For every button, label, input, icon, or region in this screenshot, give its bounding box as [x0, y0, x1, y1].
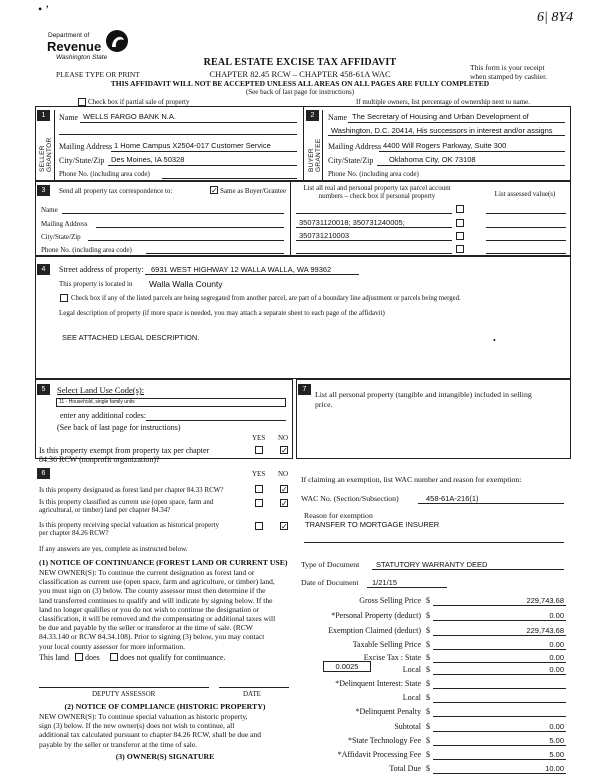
notice1-line: land no longer qualifies or you do not wish to continue the designation or — [39, 604, 260, 614]
forest-yes-checkbox[interactable] — [255, 485, 263, 493]
date-line — [219, 687, 289, 688]
segregated-checkbox[interactable] — [60, 294, 68, 302]
tax-row-value[interactable]: 229,743.68 — [526, 596, 564, 605]
buyer-name-value-1[interactable]: The Secretary of Housing and Urban Development of — [352, 112, 529, 121]
parcel-value-1[interactable]: 350731120018; 350731240005; — [299, 218, 405, 227]
tax-row-dollar: $ — [426, 611, 430, 620]
tax-row-label: *State Technology Fee — [347, 736, 421, 745]
tax-row-value[interactable]: 0.00 — [549, 665, 564, 674]
assessed-line-3 — [486, 240, 566, 241]
notice2-line: sign (3) below. If the new owner(s) does not wish to continue, all — [39, 721, 235, 731]
land-use-no-header: NO — [278, 434, 289, 442]
tax-row-line — [433, 662, 566, 663]
seller-name-value[interactable]: WELLS FARGO BANK N.A. — [83, 112, 176, 121]
buyer-city-line — [377, 165, 565, 166]
forest-question: Is this property designated as forest land per chapter 84.33 RCW? — [39, 486, 224, 494]
buyer-mailing-line — [379, 151, 565, 152]
notice1-line: 84.33.140 or RCW 84.34.108). Prior to signing (3) below, you may contact — [39, 632, 265, 642]
doc-date-label: Date of Document — [301, 578, 359, 587]
legal-value[interactable]: SEE ATTACHED LEGAL DESCRIPTION. — [62, 333, 200, 342]
additional-codes-line — [146, 420, 286, 421]
legal-label: Legal description of property (if more space is needed, you may attach a separate sheet to each page of the affidavit) — [59, 309, 385, 317]
street-line — [145, 274, 359, 275]
tax-row-label: Excise Tax : State — [363, 653, 421, 662]
land-use-label: Select Land Use Code(s): — [57, 385, 145, 395]
parcel-2-personal-checkbox[interactable] — [456, 219, 464, 227]
parcel-line-2 — [296, 227, 452, 228]
section-3-number: 3 — [37, 185, 50, 196]
notice1-line: land transferred continues to qualify and will indicate by signing below. If the — [39, 595, 273, 605]
tax-row-label: Local — [402, 693, 421, 702]
s6-yes-header: YES — [252, 470, 266, 478]
correspondence-label: Send all property tax correspondence to: — [59, 187, 173, 195]
does-checkbox[interactable] — [75, 653, 83, 661]
current-use-question-2: agricultural, or timber) land per chapter 84.34? — [39, 506, 171, 514]
owner-signature-title: (3) OWNER(S) SIGNATURE — [115, 752, 215, 761]
tax-row-line — [433, 716, 566, 717]
parcel-line-4 — [296, 253, 452, 254]
section-5-number: 5 — [37, 384, 50, 395]
does-label: does — [85, 653, 100, 662]
exempt-question-2: 84.36 RCW (nonprofit organization)? — [39, 455, 160, 464]
tax-row-label: *Delinquent Interest: State — [335, 679, 421, 688]
reason-label: Reason for exemption — [304, 511, 373, 520]
buyer-name-value-2[interactable]: Washington, D.C. 20414, His successors in interest and/or assigns — [331, 126, 553, 135]
tax-row-line — [433, 731, 566, 732]
tax-row-value[interactable]: 229,743.68 — [526, 626, 564, 635]
dept-line2: Revenue — [47, 39, 102, 54]
notice1-line: be due and payable by the seller or transferor at the time of sale. (RCW — [39, 623, 253, 633]
s6-no-header: NO — [278, 470, 289, 478]
notice2-line: additional tax calculated pursuant to chapter 84.26 RCW, shall be due and — [39, 730, 261, 740]
seller-name-line-2 — [59, 134, 297, 135]
revenue-logo-icon — [104, 28, 130, 54]
form-warning: THIS AFFIDAVIT WILL NOT BE ACCEPTED UNLESS ALL AREAS ON ALL PAGES ARE FULLY COMPLETED — [110, 79, 490, 88]
see-back-note: (See back of last page for instructions) — [245, 88, 355, 96]
correspondence-mailing-line — [96, 227, 284, 228]
tax-row-line — [433, 688, 566, 689]
tax-row-value[interactable]: 0.00 — [549, 722, 564, 731]
tax-row-line — [433, 605, 566, 606]
tax-row-value[interactable]: 5.00 — [549, 750, 564, 759]
notice1-line: classification, it will be removed and the compensating or additional taxes will — [39, 614, 276, 624]
exempt-question-1: Is this property exempt from property tax per chapter — [39, 446, 210, 455]
does-not-label: does not qualify for continuance. — [120, 653, 226, 662]
this-land-label: This land — [39, 653, 69, 662]
parcel-1-personal-checkbox[interactable] — [456, 205, 464, 213]
seller-name-label: Name — [59, 113, 79, 122]
tax-row-dollar: $ — [426, 722, 430, 731]
partial-sale-checkbox[interactable] — [78, 98, 86, 106]
seller-side-label: SELLER GRANTOR — [39, 137, 53, 172]
tax-row-label: Local — [402, 665, 421, 674]
wac-line — [418, 503, 564, 504]
seller-city-line — [108, 165, 297, 166]
parcel-header-2: numbers – check box if personal property — [318, 192, 436, 200]
doc-type-line — [372, 569, 564, 570]
located-label: This property is located in — [59, 280, 133, 288]
buyer-phone-label: Phone No. (including area code) — [328, 170, 419, 178]
additional-codes-label: enter any additional codes: — [60, 411, 146, 420]
correspondence-divider — [290, 181, 291, 256]
current-use-no-checkbox[interactable]: ✓ — [281, 499, 288, 508]
buyer-name-line-2 — [328, 135, 565, 136]
dept-line1: Department of — [48, 32, 90, 39]
seller-mailing-label: Mailing Address — [59, 142, 113, 151]
parcel-4-personal-checkbox[interactable] — [456, 245, 464, 253]
receipt-note-2: when stamped by cashier. — [470, 72, 548, 81]
seller-phone-label: Phone No. (including area code) — [59, 170, 150, 178]
notice2-line: NEW OWNER(S): To continue special valuation as historic property, — [39, 712, 248, 721]
correspondence-phone-label: Phone No. (including area code) — [41, 246, 132, 254]
tax-row-label: Gross Selling Price — [359, 596, 421, 605]
doc-type-label: Type of Document — [301, 560, 360, 569]
correspondence-name-line — [62, 213, 284, 214]
handwritten-file-number: 6| 8Y4 — [537, 10, 574, 25]
seller-city-label: City/State/Zip — [59, 156, 105, 165]
assessed-header: List assessed value(s) — [494, 190, 556, 198]
doc-date-value[interactable]: 1/21/15 — [372, 578, 398, 587]
parcel-value-2[interactable]: 350731210003 — [299, 231, 350, 240]
tax-row-label: Exemption Claimed (deduct) — [328, 626, 421, 635]
buyer-label-divider — [322, 110, 323, 181]
date-label: DATE — [243, 690, 261, 698]
personal-property-label-2: price. — [315, 400, 333, 409]
tax-row-line — [433, 620, 566, 621]
notice2-body — [39, 712, 297, 749]
tax-row-line — [433, 635, 566, 636]
buyer-name-line — [348, 122, 565, 123]
notice2-line: payable by the seller or transferor at the time of sale. — [39, 739, 198, 749]
tax-row-label: *Personal Property (deduct) — [331, 611, 421, 620]
land-use-yes-header: YES — [252, 434, 266, 442]
tax-row-value[interactable]: 5.00 — [549, 736, 564, 745]
reason-line — [304, 542, 564, 543]
personal-property-label-1: List all personal property (tangible and intangible) included in selling — [315, 390, 532, 399]
land-use-select-value: 11 - Household, single family units — [59, 399, 135, 405]
correspondence-mailing-label: Mailing Address — [41, 220, 88, 228]
tax-row-label: Taxable Selling Price — [352, 640, 421, 649]
handwritten-mark: • ’ — [38, 2, 50, 16]
wac-value[interactable]: 458-61A-216(1) — [426, 494, 479, 503]
deputy-line — [39, 687, 209, 688]
seller-name-line — [80, 122, 297, 123]
tax-row-label: Total Due — [389, 764, 421, 773]
notice1-line: classification as current use (open space, farm and agriculture, or timber) land, — [39, 577, 275, 587]
exempt-yes-checkbox[interactable] — [255, 446, 263, 454]
parcel-line-1 — [296, 213, 452, 214]
same-as-buyer-checkbox[interactable]: ✓ — [211, 186, 218, 195]
tax-row-dollar: $ — [426, 640, 430, 649]
tax-row-dollar: $ — [426, 653, 430, 662]
assessed-line-2 — [486, 227, 566, 228]
section-6-number: 6 — [37, 468, 50, 479]
partial-sale-label: Check box if partial sale of property — [88, 98, 190, 106]
land-use-see-back: (See back of last page for instructions) — [57, 423, 181, 432]
section-4-number: 4 — [37, 264, 50, 275]
seller-mailing-value[interactable]: 1 Home Campus X2504-017 Customer Service — [114, 141, 271, 150]
tax-row-line — [433, 745, 566, 746]
street-value[interactable]: 6931 WEST HIGHWAY 12 WALLA WALLA, WA 99362 — [151, 265, 332, 274]
multiple-owners-note: If multiple owners, list percentage of ownership next to name. — [356, 98, 530, 106]
seller-phone-line — [162, 178, 297, 179]
wac-label: WAC No. (Section/Subsection) — [301, 494, 399, 503]
parcel-3-personal-checkbox[interactable] — [456, 232, 464, 240]
assessed-line-1 — [486, 213, 566, 214]
tax-row-dollar: $ — [426, 665, 430, 674]
exempt-no-checkbox[interactable]: ✓ — [281, 446, 288, 455]
exemption-label: If claiming an exemption, list WAC number and reason for exemption: — [301, 475, 522, 484]
receipt-note-1: This form is your receipt — [470, 63, 545, 72]
tax-row-value[interactable]: 0.00 — [549, 653, 564, 662]
current-use-yes-checkbox[interactable] — [255, 499, 263, 507]
tax-row-value[interactable]: 0.00 — [549, 640, 564, 649]
tax-row-value[interactable]: 10.00 — [545, 764, 564, 773]
tax-row-dollar: $ — [426, 736, 430, 745]
correspondence-name-label: Name — [41, 206, 58, 214]
seller-buyer-divider — [303, 106, 304, 181]
tax-row-dollar: $ — [426, 750, 430, 759]
dept-line3: Washington State — [56, 54, 108, 61]
stray-mark: • — [493, 336, 496, 345]
notice1-body — [39, 568, 297, 651]
tax-row-dollar: $ — [426, 679, 430, 688]
buyer-mailing-label: Mailing Address — [328, 142, 382, 151]
tax-row-label: Subtotal — [394, 722, 421, 731]
correspondence-phone-line — [146, 253, 284, 254]
section-1-number: 1 — [37, 110, 50, 121]
notice1-line: your local county assessor for more information. — [39, 641, 186, 651]
notice1-line: you must sign on (3) below. The county assessor must then determine if the — [39, 586, 266, 596]
tax-row-label: *Affidavit Processing Fee — [337, 750, 421, 759]
buyer-side-label: BUYER GRANTEE — [308, 138, 322, 172]
street-label: Street address of property: — [59, 265, 144, 274]
correspondence-city-label: City/State/Zip — [41, 233, 81, 241]
historic-no-checkbox[interactable]: ✓ — [281, 522, 288, 531]
does-not-checkbox[interactable] — [110, 653, 118, 661]
parcel-header-1: List all real and personal property tax parcel account — [303, 184, 451, 192]
section-2-number: 2 — [306, 110, 319, 121]
notice2-title: (2) NOTICE OF COMPLIANCE (HISTORIC PROPERTY) — [64, 702, 266, 711]
parcel-line-3 — [296, 240, 452, 241]
tax-row-dollar: $ — [426, 707, 430, 716]
tax-row-dollar: $ — [426, 693, 430, 702]
buyer-name-label: Name — [328, 113, 348, 122]
reason-value[interactable]: TRANSFER TO MORTGAGE INSURER — [305, 520, 440, 529]
please-type: PLEASE TYPE OR PRINT — [56, 70, 140, 79]
land-use-select[interactable] — [56, 398, 286, 407]
tax-row-dollar: $ — [426, 764, 430, 773]
segregated-label: Check box if any of the listed parcels are being segregated from another parcel, are part of a boundary line adjustment or parcels being merged. — [71, 295, 461, 302]
local-rate-field[interactable]: 0.0025 — [323, 661, 371, 672]
current-use-question-1: Is this property classified as current use (open space, farm and — [39, 498, 214, 506]
tax-row-dollar: $ — [426, 626, 430, 635]
tax-row-value[interactable]: 0.00 — [549, 611, 564, 620]
section-7-number: 7 — [298, 384, 311, 395]
buyer-city-value[interactable]: Oklahoma City, OK 73108 — [389, 155, 476, 164]
buyer-mailing-value[interactable]: 4400 Will Rogers Parkway, Suite 300 — [383, 141, 507, 150]
notice1-line: NEW OWNER(S): To continue the current designation as forest land or — [39, 568, 255, 577]
buyer-city-label: City/State/Zip — [328, 156, 374, 165]
tax-row-line — [433, 674, 566, 675]
seller-label-divider — [54, 110, 55, 181]
same-as-buyer-label: Same as Buyer/Grantee — [220, 187, 287, 195]
assessed-line-4 — [486, 253, 566, 254]
tax-row-line — [433, 649, 566, 650]
doc-date-line — [367, 587, 447, 588]
seller-mailing-line — [111, 151, 297, 152]
historic-yes-checkbox[interactable] — [255, 522, 263, 530]
tax-row-line — [433, 759, 566, 760]
historic-question-1: Is this property receiving special valuation as historical property — [39, 521, 220, 529]
form-title: REAL ESTATE EXCISE TAX AFFIDAVIT — [203, 57, 397, 68]
if-yes-note: If any answers are yes, complete as instructed below. — [39, 545, 188, 553]
tax-row-dollar: $ — [426, 596, 430, 605]
form-subtitle: CHAPTER 82.45 RCW – CHAPTER 458-61A WAC — [209, 69, 391, 79]
deputy-label: DEPUTY ASSESSOR — [92, 690, 156, 698]
historic-question-2: per chapter 84.26 RCW? — [39, 529, 109, 537]
correspondence-city-line — [88, 240, 284, 241]
located-value[interactable]: Walla Walla County — [149, 279, 223, 289]
doc-type-value[interactable]: STATUTORY WARRANTY DEED — [376, 560, 488, 569]
tax-row-label: *Delinquent Penalty — [355, 707, 421, 716]
seller-city-value[interactable]: Des Moines, IA 50328 — [111, 155, 185, 164]
tax-row-line — [433, 702, 566, 703]
forest-no-checkbox[interactable]: ✓ — [281, 485, 288, 494]
notice1-title: (1) NOTICE OF CONTINUANCE (FOREST LAND OR CURRENT USE) — [39, 558, 288, 567]
